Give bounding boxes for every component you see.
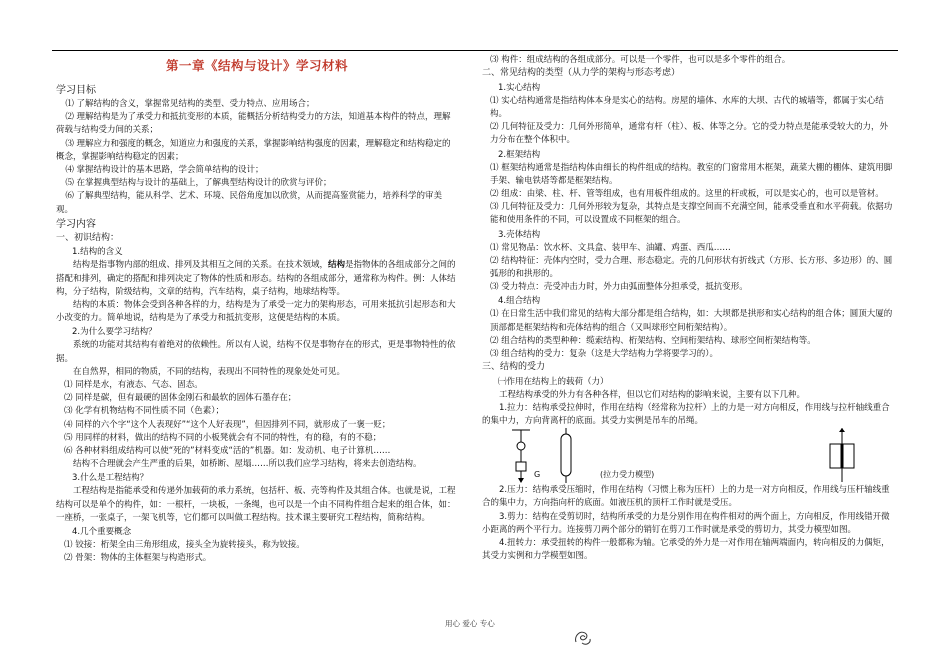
list-item: ⑷ 同样的六个字“这个人表现好”“这个人好表现”，但因排列不同，就形成了一褒一贬； — [64, 419, 391, 430]
list-item: ⑴ 框架结构通常是指结构体由细长的构件组成的结构。教室的门窗常用木框架，蔬菜大棚的棚体、建筑用脚手架、输电铁塔等都是框架结构。 — [490, 162, 893, 186]
paragraph: 3.剪力：结构在受剪切时，结构所承受的力是分别作用在构件相对的两个面上，方向相反，作用线错开微小距离的两个平行力。连接剪刀两个部分的销钉在剪刀工作时就是承受的剪切力，其受力模型如图。 — [482, 511, 890, 535]
paragraph: 4.扭转力：承受扭转的构件一般都称为轴。它承受的外力是一对作用在轴两端面内，转向相反的力偶矩，其受力实例和力学模型如图。 — [482, 538, 890, 562]
section-heading: 一、初识结构： — [56, 232, 120, 243]
paragraph: 2.压力：结构承受压缩时，作用在结构（习惯上称为压杆）上的力是一对方向相反，作用线与压杆轴线重合的集中力，方向指向杆的底面。如液压机的顶杆工作时就是受压。 — [482, 485, 890, 509]
list-item: ⑴ 在日常生活中我们常见的结构大部分都是组合结构，如：大坝都是拱形和实心结构的组合体；圆顶大厦的顶部都是框架结构和壳体结构的组合（又叫球形空间桁架结构）。 — [490, 309, 893, 333]
subsection-title: 3.壳体结构 — [498, 229, 541, 240]
goal-item: ⑸ 在掌握典型结构与设计的基础上，了解典型结构设计的欣赏与评价； — [65, 178, 332, 189]
paragraph: 在自然界，相同的物质，不同的结构，表现出不同特性的现象处处可见。 — [73, 366, 346, 377]
list-item: ⑶ 几何特征及受力：几何外形较为复杂，其特点是支撑空间而不充满空间，能承受垂直和水平荷载。依据功能和使用条件的不同，可以设置成不同框架的组合。 — [490, 202, 893, 226]
section-heading: 二、常见结构的类型（从力学的架构与形态考虑） — [482, 68, 681, 79]
subsection-title: 1.实心结构 — [498, 82, 541, 93]
subsection-title: ㈠作用在结构上的载荷（力） — [498, 376, 609, 387]
footer-text: 用心 爱心 专心 — [445, 619, 495, 628]
content-heading: 学习内容 — [56, 218, 96, 230]
list-item: ⑵ 几何特征及受力：几何外形简单，通常有杆（柱）、板、体等之分。它的受力特点是能承受较大的力，外力分布在整个体积中。 — [490, 122, 888, 146]
left-column — [56, 54, 458, 565]
list-item: ⑵ 组成：由梁、柱、杆、管等组成，也有用板件组成的。这里的杆或板，可以是实心的，也可以是管材。 — [490, 188, 884, 199]
subsection-title: 3.什么是工程结构？ — [72, 473, 149, 484]
weight-label: G — [534, 470, 541, 480]
goal-item: ⑴ 了解结构的含义，掌握常见结构的类型、受力特点、应用场合； — [65, 99, 315, 109]
page-title: 第一章《结构与设计》学习材料 — [165, 58, 348, 73]
subsection-title: 2.为什么要学习结构？ — [72, 327, 157, 338]
list-item: ⑴ 实心结构通常是指结构体本身是实心的结构。房屋的墙体、水库的大坝、古代的城墙等，都属于实心结构。 — [490, 95, 884, 119]
list-item: ⑵ 同样是碳，但有最硬的固体金刚石和最软的固体石墨存在； — [64, 393, 297, 404]
top-rule — [52, 50, 898, 51]
goal-item: ⑵ 理解结构是为了承受力和抵抗变形的本质，能概括分析结构受力的方法，知道基本构件的特点，理解荷载与结构受力间的关系； — [56, 112, 451, 136]
tension-model-diagram — [482, 428, 896, 484]
subsection-title: 4.组合结构 — [498, 296, 541, 307]
paragraph: 工程结构承受的外力有各种各样，但以它们对结构的影响来说，主要有以下几种。 — [499, 389, 806, 400]
paragraph: 结构不合理就会产生严重的后果，如桥断、屋塌……所以我们应学习结构，将来去创造结构。 — [73, 459, 422, 470]
subsection-title: 4.几个重要概念 — [72, 526, 132, 537]
list-item: ⑶ 构件：组成结构的各组成部分。可以是一个零件，也可以是多个零件的组合。 — [490, 55, 791, 65]
list-item: ⑶ 受力特点：壳受冲击力时，外力由弧面整体分担承受，抵抗变形。 — [490, 282, 748, 293]
goal-item: ⑹ 了解典型结构，能从科学、艺术、环境、民俗角度加以欣赏，从而提高鉴赏能力，培养科学的审美观。 — [56, 191, 443, 215]
diagram-caption: (拉力受力模型) — [600, 470, 655, 480]
list-item: ⑸ 用同样的材料，做出的结构不同的小板凳就会有不同的特性，有的稳，有的不稳； — [64, 432, 382, 443]
list-item: ⑵ 结构特征：壳体内空时，受力合理、形态稳定。壳的几何形状有折线式（方形、长方形、多边形）的、圆弧形的和拱形的。 — [490, 255, 893, 279]
list-item: ⑵ 骨架：物体的主体框架与构造形式。 — [64, 553, 212, 564]
paragraph: 系统的功能对其结构有着绝对的依赖性。所以有人说，结构不仅是事物存在的形式，更是事物特性的依据。 — [56, 340, 456, 364]
subsection-title: 2.框架结构 — [498, 149, 541, 160]
list-item: ⑵ 组合结构的类型种种：缆索结构、桁架结构、空间桁架结构、球形空间桁架结构等。 — [490, 335, 816, 346]
list-item: ⑶ 化学有机物结构不同性质不同（色素）； — [64, 406, 224, 417]
paragraph: 结构是指事物内部的组成、排列及其相互之间的关系。在技术领域，结构是指物体的各组成部分之间的搭配和排列，确定的搭配和排列决定了物体的性质和形态。结构的各组成部分，通常称为构件。例：人体结构，分子结构，阶级结构，文章的结构，汽车结构，桌子结构，地球结构等。 — [56, 260, 456, 297]
paragraph: 1.拉力：结构承受拉伸时，作用在结构（经常称为拉杆）上的力是一对方向相反，作用线与拉杆轴线重合的集中力，方向背离杆的底面。其受力实例是吊车的吊绳。 — [482, 402, 890, 427]
list-item: ⑴ 同样是水，有液态、气态、固态。 — [64, 379, 203, 390]
goals-heading: 学习目标 — [56, 85, 96, 96]
right-column — [482, 54, 896, 563]
paragraph: 结构的本质：物体会受到各种各样的力，结构是为了承受一定力的架构形态，可用来抵抗引起形态和大小改变的力。简单地说，结构是为了承受力和抵抗变形，这便是结构的本质。 — [56, 299, 456, 324]
subsection-title: 1.结构的含义 — [72, 247, 123, 258]
list-item: ⑶ 组合结构的受力：复杂（这是大学结构力学将要学习的）。 — [490, 348, 718, 359]
tension-model-svg — [482, 428, 896, 484]
paragraph: 工程结构是指能承受和传递外加载荷的承力系统，包括杆、板、壳等构件及其组合体。也就是说，工程结构可以是单个的构件，如：一根杆，一块板，一条绳，也可以是一个由不同构件组合起来的组合体，如：一座桥，一张桌子，一架飞机等，它们都可以叫做工程结构。技术课主要研究工程结构，简称结构。 — [56, 486, 456, 523]
goal-item: ⑶ 理解应力和强度的概念，知道应力和强度的关系，掌握影响结构强度的因素，理解稳定和结构稳定的概念，掌握影响结构稳定的因素； — [56, 138, 451, 162]
list-item: ⑴ 常见物品：饮水杯、文具盒、装甲车、油罐、鸡蛋、西瓜…… — [490, 242, 731, 253]
swirl-logo-icon — [572, 628, 594, 648]
goal-item: ⑷ 掌握结构设计的基本思路，学会简单结构的设计； — [65, 165, 264, 176]
section-heading: 三、结构的受力 — [482, 362, 546, 373]
list-item: ⑴ 铰接：桁架全由三角形组成，接头全为旋转接头，称为铰接。 — [64, 539, 305, 550]
list-item: ⑹ 各种材料组成结构可以使“死的”材料变成“活的”机器。如：发动机、电子计算机…… — [64, 445, 391, 456]
